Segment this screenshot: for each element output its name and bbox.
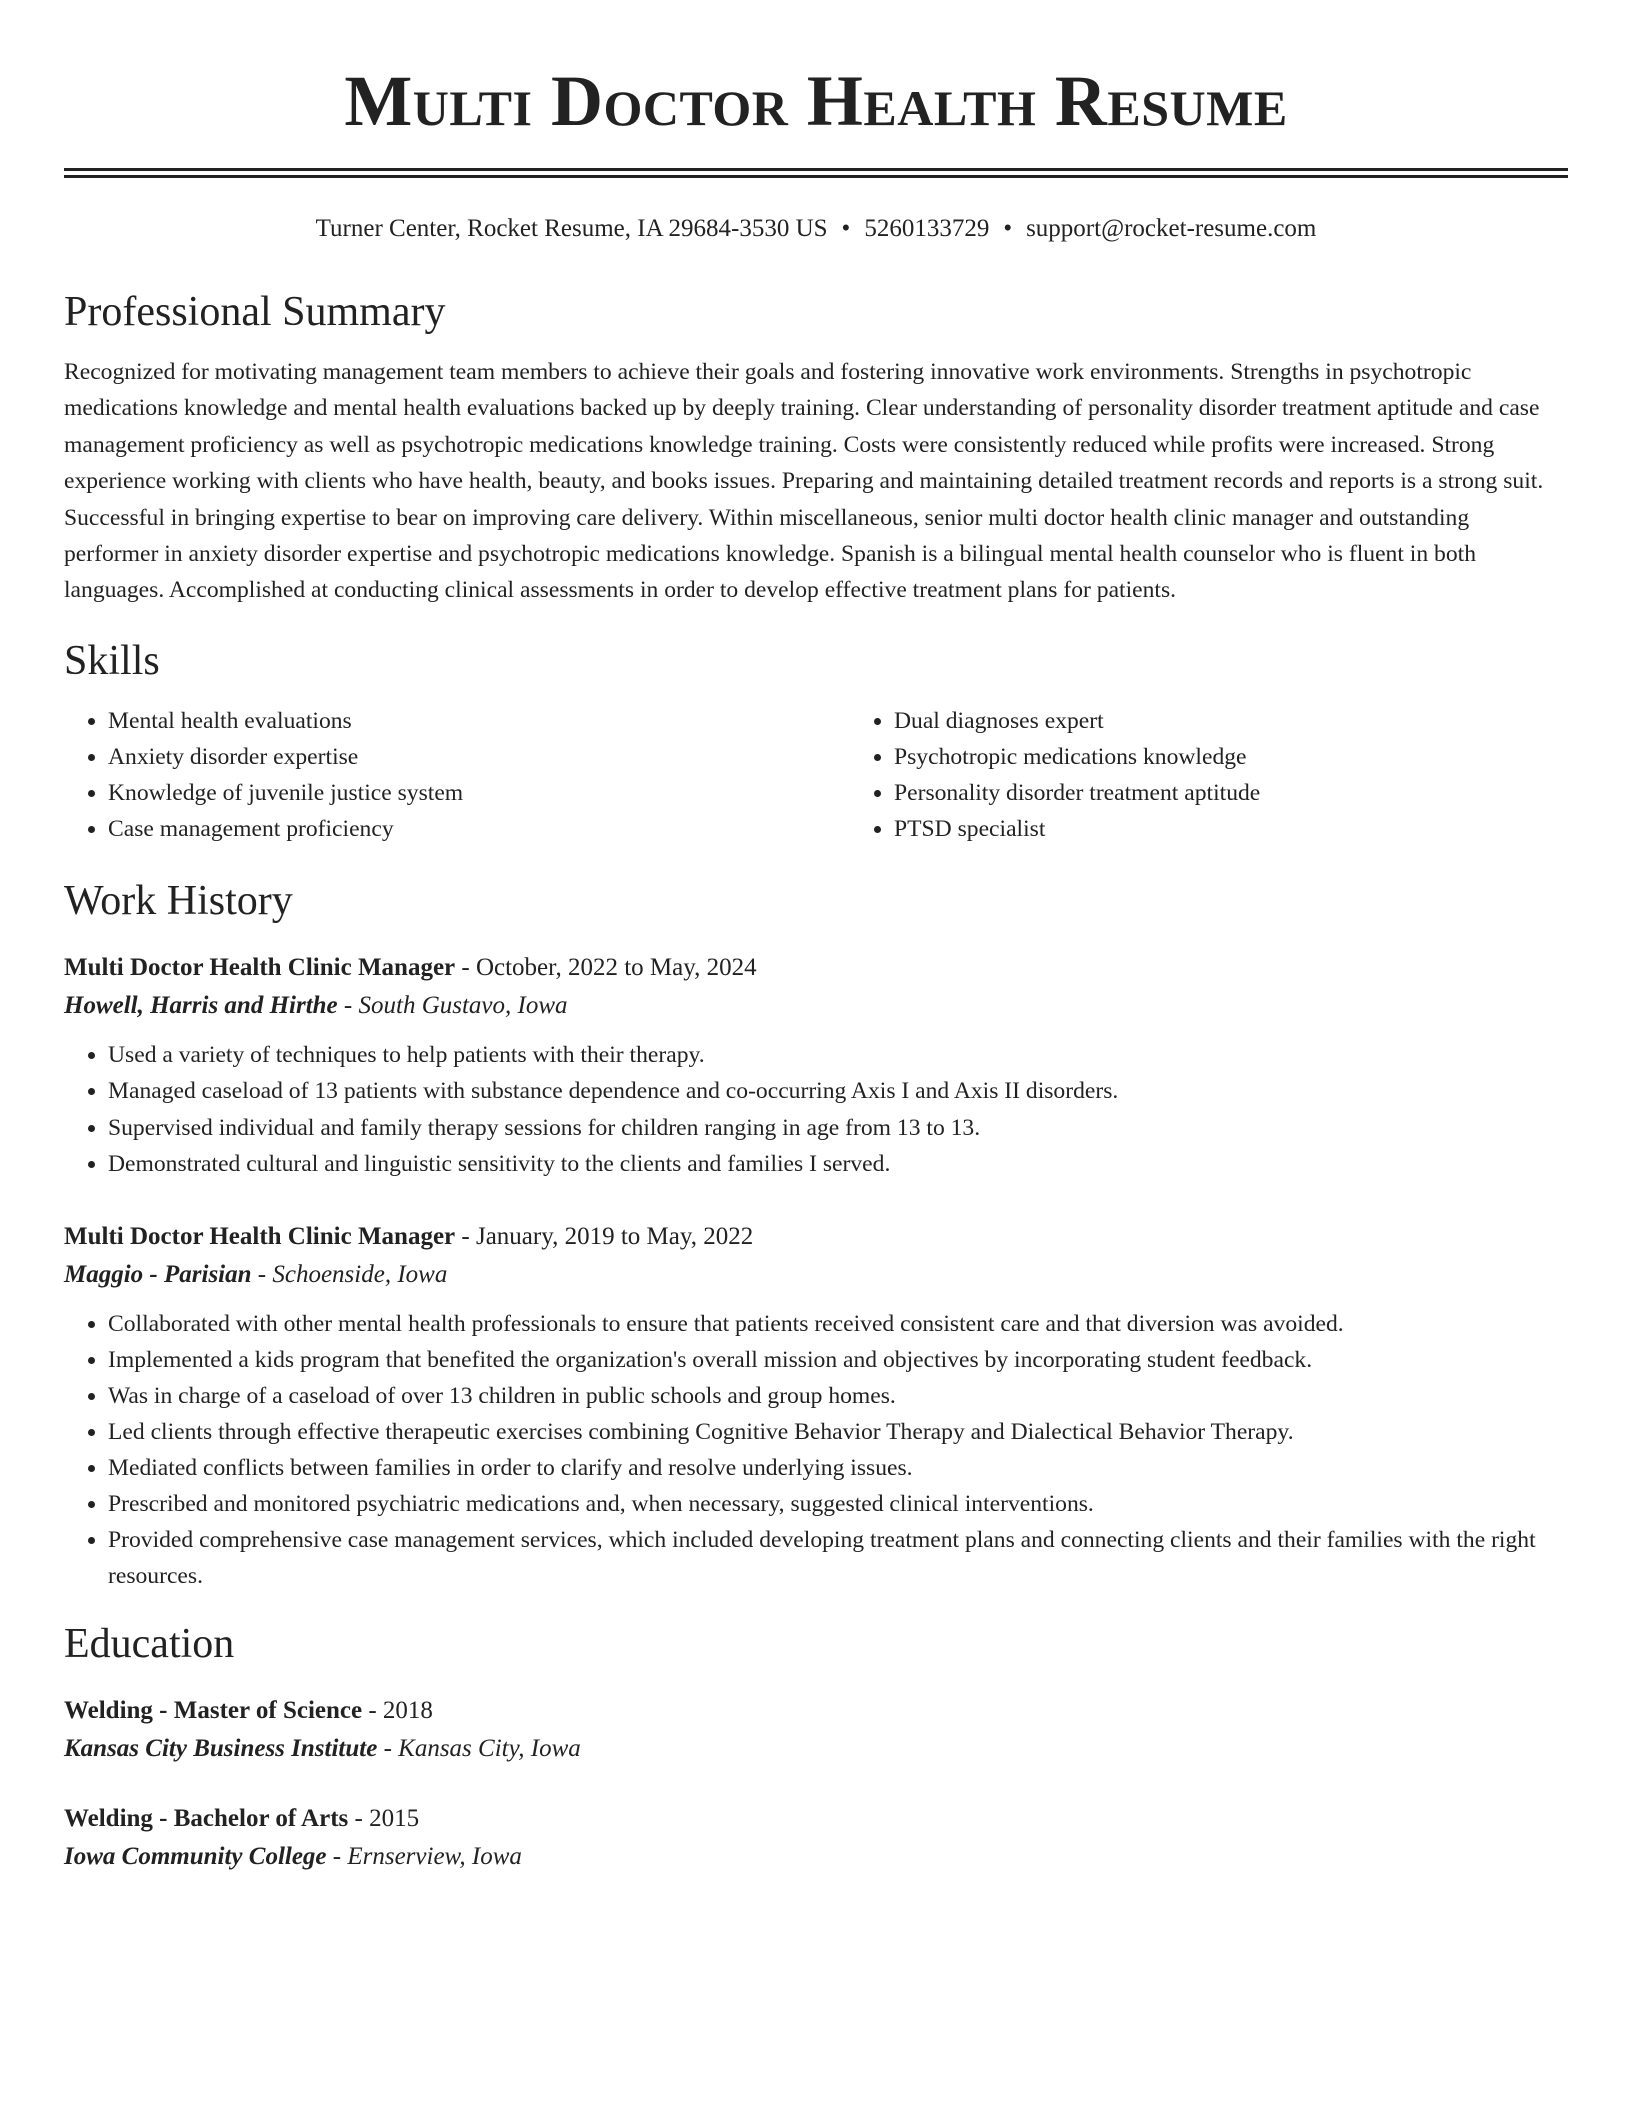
education-degree: Welding - Master of Science (64, 1697, 363, 1725)
contact-phone: 5260133729 (864, 215, 990, 242)
job-location: - South Gustavo, Iowa (337, 991, 568, 1019)
skill-item: • Case management proficiency (108, 811, 850, 847)
contact-separator: • (1003, 215, 1013, 242)
job-bullet: • Managed caseload of 13 patients with substance dependence and co-occurring Axis I and Axis II disorders. (108, 1073, 1568, 1109)
education-degree: Welding - Bachelor of Arts (64, 1805, 349, 1833)
education-location: - Kansas City, Iowa (377, 1735, 581, 1763)
education-degree-line (64, 1800, 1568, 1838)
skills-grid (64, 703, 1568, 847)
job-location: - Schoenside, Iowa (251, 1261, 448, 1289)
contact-address: Turner Center, Rocket Resume, IA 29684-3530 US (315, 215, 828, 242)
job-bullet: • Mediated conflicts between families in order to clarify and resolve underlying issues. (108, 1450, 1568, 1486)
job-entry (64, 1218, 1568, 1594)
summary-text: Recognized for motivating management team members to achieve their goals and fostering innovative work environments. Strengths in psychotropic medications knowledge and mental health evaluations backed up by deeply training. Clear understanding of personality disorder treatment aptitude and case management proficiency as well as psychotropic medications knowledge training. Costs were consistently reduced while profits were increased. Strong experience working with clients who have health, beauty, and books issues. Preparing and maintaining detailed treatment records and reports is a strong suit. Successful in bringing expertise to bear on improving care delivery. Within miscellaneous, senior multi doctor health clinic manager and outstanding performer in anxiety disorder expertise and psychotropic medications knowledge. Spanish is a bilingual mental health counselor who is fluent in both languages. Accomplished at conducting clinical assessments in order to develop effective treatment plans for patients. (64, 359, 1544, 604)
job-bullet: • Provided comprehensive case management services, which included developing treatment plans and connecting clients and their families with the right resources. (108, 1522, 1568, 1594)
education-school: Kansas City Business Institute (64, 1735, 378, 1763)
skill-item: • Anxiety disorder expertise (108, 739, 850, 775)
job-company-line (64, 987, 1568, 1025)
job-bullet: • Prescribed and monitored psychiatric medications and, when necessary, suggested clinical interventions. (108, 1486, 1568, 1522)
job-bullet: • Supervised individual and family therapy sessions for children ranging in age from 13 to 13. (108, 1110, 1568, 1146)
job-company-line (64, 1256, 1568, 1294)
job-bullet: • Led clients through effective therapeutic exercises combining Cognitive Behavior Therapy and Dialectical Behavior Therapy. (108, 1414, 1568, 1450)
skill-item: • Dual diagnoses expert (894, 703, 1632, 739)
job-title: Multi Doctor Health Clinic Manager (64, 1223, 456, 1251)
education-location: - Ernserview, Iowa (326, 1843, 522, 1871)
page-title: Multi Doctor Health Resume (344, 61, 1288, 141)
job-entry (64, 949, 1568, 1183)
job-bullet: • Demonstrated cultural and linguistic sensitivity to the clients and families I served. (108, 1146, 1568, 1182)
skill-item: • Knowledge of juvenile justice system (108, 775, 850, 811)
education-entry (64, 1800, 1568, 1876)
job-bullet: • Used a variety of techniques to help patients with their therapy. (108, 1037, 1568, 1073)
education-year: - 2015 (348, 1805, 420, 1833)
job-bullet: • Collaborated with other mental health professionals to ensure that patients received consistent care and that diversion was avoided. (108, 1306, 1568, 1342)
title-divider (64, 168, 1568, 178)
skill-item: • Personality disorder treatment aptitude (894, 775, 1632, 811)
job-company: Maggio - Parisian (64, 1261, 252, 1289)
education-heading: Education (64, 1621, 235, 1668)
skill-item: • Mental health evaluations (108, 703, 850, 739)
education-degree-line (64, 1692, 1568, 1730)
job-dates: - January, 2019 to May, 2022 (455, 1223, 754, 1251)
job-dates: - October, 2022 to May, 2024 (455, 953, 757, 981)
contact-line (64, 212, 1568, 246)
skills-column-left (64, 703, 850, 847)
education-year: - 2018 (362, 1697, 433, 1725)
job-bullets (64, 1037, 1568, 1183)
job-bullet: • Was in charge of a caseload of over 13 children in public schools and group homes. (108, 1378, 1568, 1414)
summary-heading: Professional Summary (64, 289, 446, 335)
job-company: Howell, Harris and Hirthe (64, 991, 338, 1019)
education-entry (64, 1692, 1568, 1768)
contact-email: support@rocket-resume.com (1026, 215, 1317, 242)
education-school-line (64, 1838, 1568, 1876)
job-title-line (64, 949, 1568, 987)
education-school-line (64, 1730, 1568, 1768)
work-history-heading: Work History (64, 877, 293, 924)
skills-column-right (850, 703, 1632, 847)
job-bullets (64, 1306, 1568, 1594)
contact-separator: • (841, 215, 851, 242)
job-bullet: • Implemented a kids program that benefited the organization's overall mission and objectives by incorporating student feedback. (108, 1342, 1568, 1378)
skill-item: • Psychotropic medications knowledge (894, 739, 1632, 775)
job-title: Multi Doctor Health Clinic Manager (64, 953, 456, 981)
skills-heading: Skills (64, 637, 160, 684)
skill-item: • PTSD specialist (894, 811, 1632, 847)
job-title-line (64, 1218, 1568, 1256)
education-school: Iowa Community College (64, 1843, 327, 1871)
